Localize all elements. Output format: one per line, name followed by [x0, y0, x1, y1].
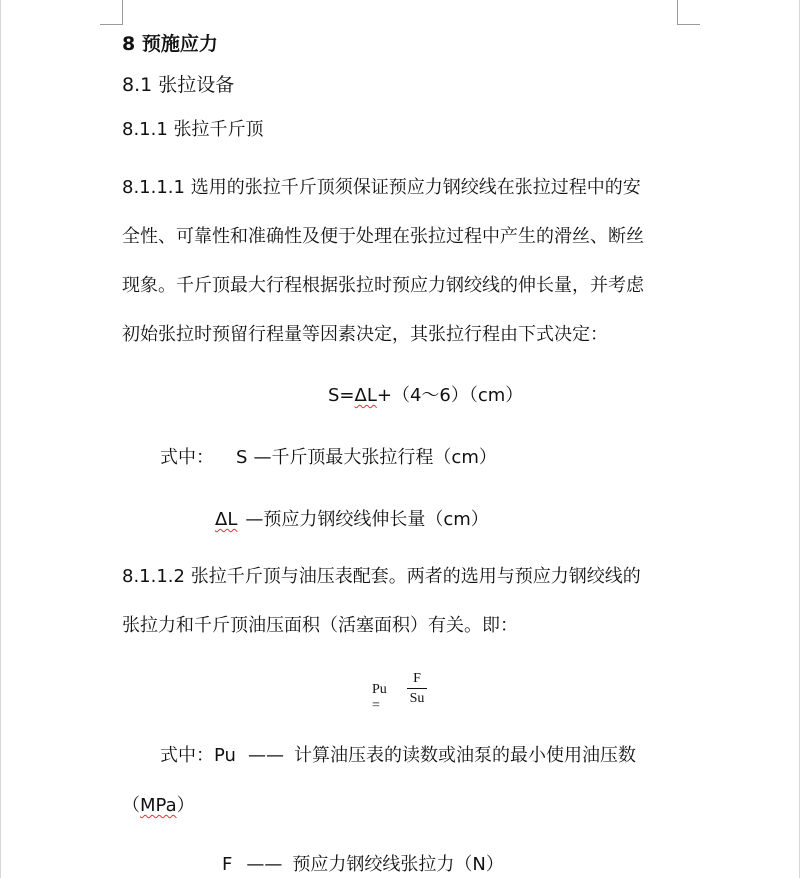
crop-mark-top-left — [100, 0, 123, 25]
formula-prefix: S= — [328, 385, 355, 406]
formula-numerator: F — [413, 671, 421, 686]
where-text: —千斤顶最大张拉行程（cm） — [253, 447, 497, 468]
unit-open-paren: （ — [122, 795, 140, 816]
paragraph-line: 全性、可靠性和准确性及便于处理在张拉过程中产生的滑丝、断丝 — [122, 226, 644, 247]
paragraph-8-1-1-1 — [122, 163, 644, 359]
where-text: —预应力钢绞线伸长量（cm） — [245, 509, 489, 530]
where-symbol: S — [236, 447, 248, 468]
unit-mpa: MPa — [140, 795, 177, 816]
where-stroke-definition — [160, 443, 497, 469]
where-label: 式中： — [160, 447, 214, 468]
paragraph-line: 8.1.1.2 张拉千斤顶与油压表配套。两者的选用与预应力钢绞线的 — [122, 566, 641, 587]
where-pu-definition — [160, 741, 636, 767]
where-text: 预应力钢绞线张拉力（N） — [292, 854, 504, 875]
where-dash: —— — [247, 745, 284, 766]
paragraph-line: 张拉力和千斤顶油压面积（活塞面积）有关。即： — [122, 615, 518, 636]
paragraph-line: 初始张拉时预留行程量等因素决定，其张拉行程由下式决定： — [122, 324, 608, 345]
where-label: 式中：Pu — [160, 745, 236, 766]
formula-fraction — [407, 671, 427, 707]
formula-rest: +（4～6）（cm） — [376, 385, 524, 406]
where-dash: —— — [246, 854, 283, 875]
formula-lhs: Pu = — [372, 682, 387, 713]
where-symbol: ΔL — [215, 509, 238, 530]
formula-denominator: Su — [409, 691, 425, 706]
subsubsection-heading: 8.1.1 张拉千斤顶 — [122, 119, 264, 140]
where-text: 计算油压表的读数或油泵的最小使用油压数 — [293, 745, 636, 766]
crop-mark-top-right — [677, 0, 700, 25]
paragraph-line: 现象。千斤顶最大行程根据张拉时预应力钢绞线的伸长量，并考虑 — [122, 275, 644, 296]
formula-stroke — [328, 381, 523, 407]
subsection-heading: 8.1 张拉设备 — [122, 74, 235, 96]
fraction-bar — [407, 688, 427, 689]
paragraph-line: 8.1.1.1 选用的张拉千斤顶须保证预应力钢绞线在张拉过程中的安 — [122, 177, 641, 198]
formula-delta-l: ΔL — [354, 385, 377, 406]
where-symbol: F — [222, 854, 233, 875]
where-elongation-definition — [215, 505, 489, 531]
where-f-definition — [222, 850, 504, 876]
section-heading: 8 预施应力 — [122, 33, 218, 55]
page-left-edge — [0, 0, 1, 878]
where-pu-unit — [122, 791, 195, 817]
paragraph-8-1-1-2 — [122, 552, 641, 650]
unit-close-paren: ） — [176, 795, 195, 816]
